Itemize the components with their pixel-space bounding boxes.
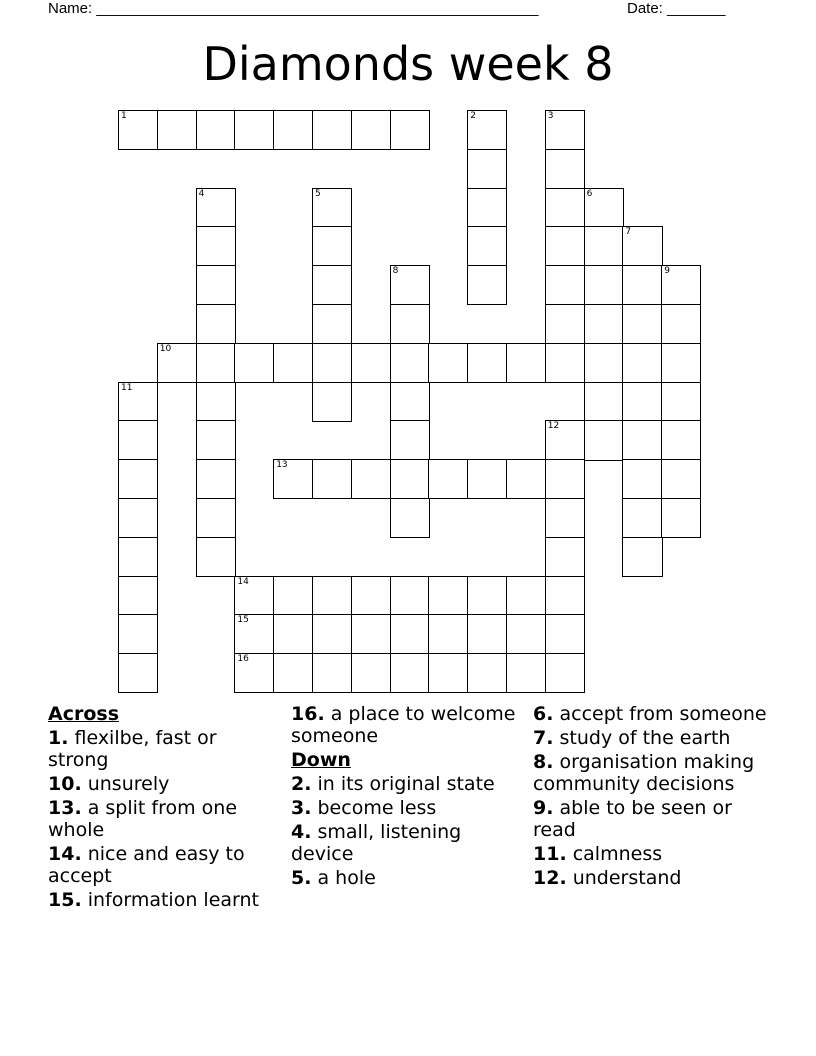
grid-cell[interactable] [118,614,158,653]
grid-cell[interactable] [545,537,585,576]
grid-cell[interactable] [157,110,196,150]
grid-cell[interactable] [390,343,429,382]
clue-column-2 [291,703,526,891]
grid-cell[interactable] [390,653,429,693]
clue-item [291,773,526,795]
grid-cell[interactable] [622,420,661,459]
clue-text: calmness [566,843,663,865]
grid-cell[interactable] [584,304,623,343]
clue-number-label: 10 [159,343,172,354]
clue-number-label: 7 [625,227,632,238]
grid-cell[interactable] [196,188,236,227]
grid-cell[interactable] [234,614,273,653]
grid-cell[interactable] [584,382,623,421]
grid-cell[interactable] [157,343,196,383]
grid-cell[interactable] [312,110,351,150]
clue-text: a place to welcome someone [291,703,516,747]
grid-cell[interactable] [234,653,273,693]
grid-cell[interactable] [584,420,623,460]
clue-number: 16. [291,703,325,725]
clue-number: 13. [48,797,82,819]
grid-cell[interactable] [312,265,352,304]
clue-number-label: 15 [237,615,249,626]
clue-number: 5. [291,867,312,889]
clue-number-label: 2 [470,111,476,121]
clue-number: 12. [533,867,567,889]
grid-cell[interactable] [196,459,236,498]
grid-cell[interactable] [622,304,661,343]
name-field-line: Name: _____________________________________________________ [48,0,539,17]
grid-cell[interactable] [118,576,158,615]
down-heading: Down [291,749,351,771]
grid-cell[interactable] [312,614,351,653]
grid-cell[interactable] [234,576,273,615]
grid-cell[interactable] [622,498,661,537]
grid-cell[interactable] [506,614,545,653]
grid-cell[interactable] [351,110,390,150]
grid-cell[interactable] [661,498,701,538]
clue-item [48,773,283,795]
grid-cell[interactable] [661,420,701,459]
grid-cell[interactable] [312,653,351,693]
grid-cell[interactable] [196,304,236,343]
grid-cell[interactable] [661,382,701,421]
grid-cell[interactable] [196,537,236,577]
page-title: Diamonds week 8 [202,37,614,91]
grid-cell[interactable] [273,343,312,383]
clue-number: 7. [533,727,554,749]
clue-text: unsurely [81,773,170,795]
grid-cell[interactable] [234,343,273,383]
clue-item [533,751,768,795]
grid-cell[interactable] [661,265,701,304]
clue-number-label: 12 [547,421,560,432]
grid-cell[interactable] [467,343,506,383]
grid-cell[interactable] [351,343,390,383]
grid-cell[interactable] [622,459,661,498]
grid-cell[interactable] [467,149,507,188]
grid-cell[interactable] [234,110,273,150]
grid-cell[interactable] [506,653,545,693]
grid-cell[interactable] [545,304,584,343]
clue-number-label: 5 [315,188,321,199]
clue-number: 2. [291,773,312,795]
clue-text: flexilbe, fast or strong [48,727,217,771]
grid-cell[interactable] [622,537,662,577]
grid-cell[interactable] [312,226,352,265]
grid-cell[interactable] [545,459,585,498]
grid-cell[interactable] [467,576,506,615]
grid-cell[interactable] [390,110,430,150]
grid-cell[interactable] [622,382,661,421]
date-field-line: Date: _______ [627,0,726,17]
clue-number: 14. [48,843,82,865]
clue-number: 11. [533,843,567,865]
grid-cell[interactable] [351,614,390,653]
clue-text: study of the earth [553,727,731,749]
clue-item [533,867,768,889]
clue-item [533,843,768,865]
grid-cell[interactable] [196,420,236,459]
grid-cell[interactable] [351,576,390,615]
clue-text: a hole [311,867,376,889]
grid-cell[interactable] [273,653,312,693]
clue-number: 9. [533,797,554,819]
clue-text: information learnt [81,889,259,911]
clue-number-label: 11 [121,382,133,393]
grid-cell[interactable] [118,110,157,150]
clue-item [48,727,283,771]
clue-number: 6. [533,703,554,725]
clue-item [291,867,526,889]
grid-cell[interactable] [312,343,351,382]
grid-cell[interactable] [118,498,158,537]
clue-text: become less [311,797,437,819]
grid-cell[interactable] [118,382,158,421]
grid-cell[interactable] [467,614,506,653]
grid-cell[interactable] [545,226,584,265]
grid-cell[interactable] [428,614,467,653]
grid-cell[interactable] [351,653,390,693]
clue-number-label: 13 [276,460,288,471]
clue-number-label: 4 [198,188,205,199]
grid-cell[interactable] [661,343,701,382]
clue-item [291,703,526,747]
grid-cell[interactable] [545,110,585,149]
grid-cell[interactable] [390,498,430,538]
grid-cell[interactable] [467,188,507,227]
clue-item [48,797,283,841]
grid-cell[interactable] [312,576,351,615]
clue-text: in its original state [311,773,495,795]
grid-cell[interactable] [390,459,429,498]
clue-number: 10. [48,773,82,795]
clue-number-label: 1 [121,111,127,121]
grid-cell[interactable] [584,265,623,304]
clue-number: 8. [533,751,554,773]
grid-cell[interactable] [428,653,467,693]
grid-cell[interactable] [118,459,158,498]
clue-number-label: 3 [547,111,554,121]
grid-cell[interactable] [467,110,507,149]
clue-text: a split from one whole [48,797,238,841]
grid-cell[interactable] [196,226,236,265]
clue-number-label: 8 [392,266,399,277]
grid-cell[interactable] [390,614,429,653]
grid-cell[interactable] [118,537,158,576]
clue-number-label: 6 [586,188,593,199]
grid-cell[interactable] [118,653,158,693]
grid-cell[interactable] [196,265,236,304]
clue-text: small, listening device [291,821,462,865]
grid-cell[interactable] [506,343,545,383]
clue-item [291,797,526,819]
clue-item [533,727,768,749]
grid-cell[interactable] [390,304,430,343]
grid-cell[interactable] [390,265,430,304]
grid-cell[interactable] [390,420,430,459]
grid-cell[interactable] [506,576,545,615]
grid-cell[interactable] [351,459,390,499]
clue-item [48,889,283,911]
grid-cell[interactable] [545,265,584,304]
grid-cell[interactable] [545,188,584,227]
grid-cell[interactable] [312,382,352,422]
clue-column-3 [533,703,768,891]
clue-number-label: 16 [237,654,249,665]
clue-item [533,703,768,725]
grid-cell[interactable] [312,304,352,343]
grid-cell[interactable] [273,576,312,615]
clue-text: organisation making community decisions [533,751,755,795]
clue-text: able to be seen or read [533,797,732,841]
grid-cell[interactable] [584,188,624,227]
grid-cell[interactable] [545,420,584,459]
clue-number: 15. [48,889,82,911]
grid-cell[interactable] [545,498,585,537]
grid-cell[interactable] [622,265,661,304]
grid-cell[interactable] [273,459,312,499]
grid-cell[interactable] [196,382,236,421]
clue-number: 4. [291,821,312,843]
grid-cell[interactable] [545,614,585,653]
grid-cell[interactable] [584,343,623,382]
grid-cell[interactable] [545,149,585,188]
clue-item [291,821,526,865]
grid-cell[interactable] [196,343,235,382]
clue-text: understand [566,867,682,889]
grid-cell[interactable] [467,653,506,693]
grid-cell[interactable] [661,459,701,498]
grid-cell[interactable] [467,265,507,305]
grid-cell[interactable] [273,614,312,653]
clue-number-label: 9 [664,266,670,277]
grid-cell[interactable] [467,226,507,265]
grid-cell[interactable] [545,343,584,383]
grid-cell[interactable] [428,343,467,383]
across-heading: Across [48,703,120,725]
grid-cell[interactable] [661,304,701,343]
grid-cell[interactable] [390,576,429,615]
grid-cell[interactable] [312,459,351,499]
grid-cell[interactable] [428,459,467,499]
clue-text: nice and easy to accept [48,843,245,887]
grid-cell[interactable] [622,343,661,382]
grid-cell[interactable] [273,110,312,150]
clue-text: accept from someone [553,703,767,725]
grid-cell[interactable] [196,498,236,537]
clue-number-label: 14 [237,576,249,587]
clue-number: 3. [291,797,312,819]
grid-cell[interactable] [545,653,585,693]
clue-number: 1. [48,727,69,749]
clue-item [533,797,768,841]
grid-cell[interactable] [622,226,662,265]
grid-cell[interactable] [467,459,506,499]
grid-cell[interactable] [118,420,158,459]
grid-cell[interactable] [506,459,545,499]
grid-cell[interactable] [312,188,352,227]
clue-item [48,843,283,887]
grid-cell[interactable] [545,576,585,615]
grid-cell[interactable] [196,110,235,150]
grid-cell[interactable] [428,576,467,615]
grid-cell[interactable] [390,382,430,421]
clue-column-1 [48,703,283,913]
grid-cell[interactable] [584,226,623,265]
